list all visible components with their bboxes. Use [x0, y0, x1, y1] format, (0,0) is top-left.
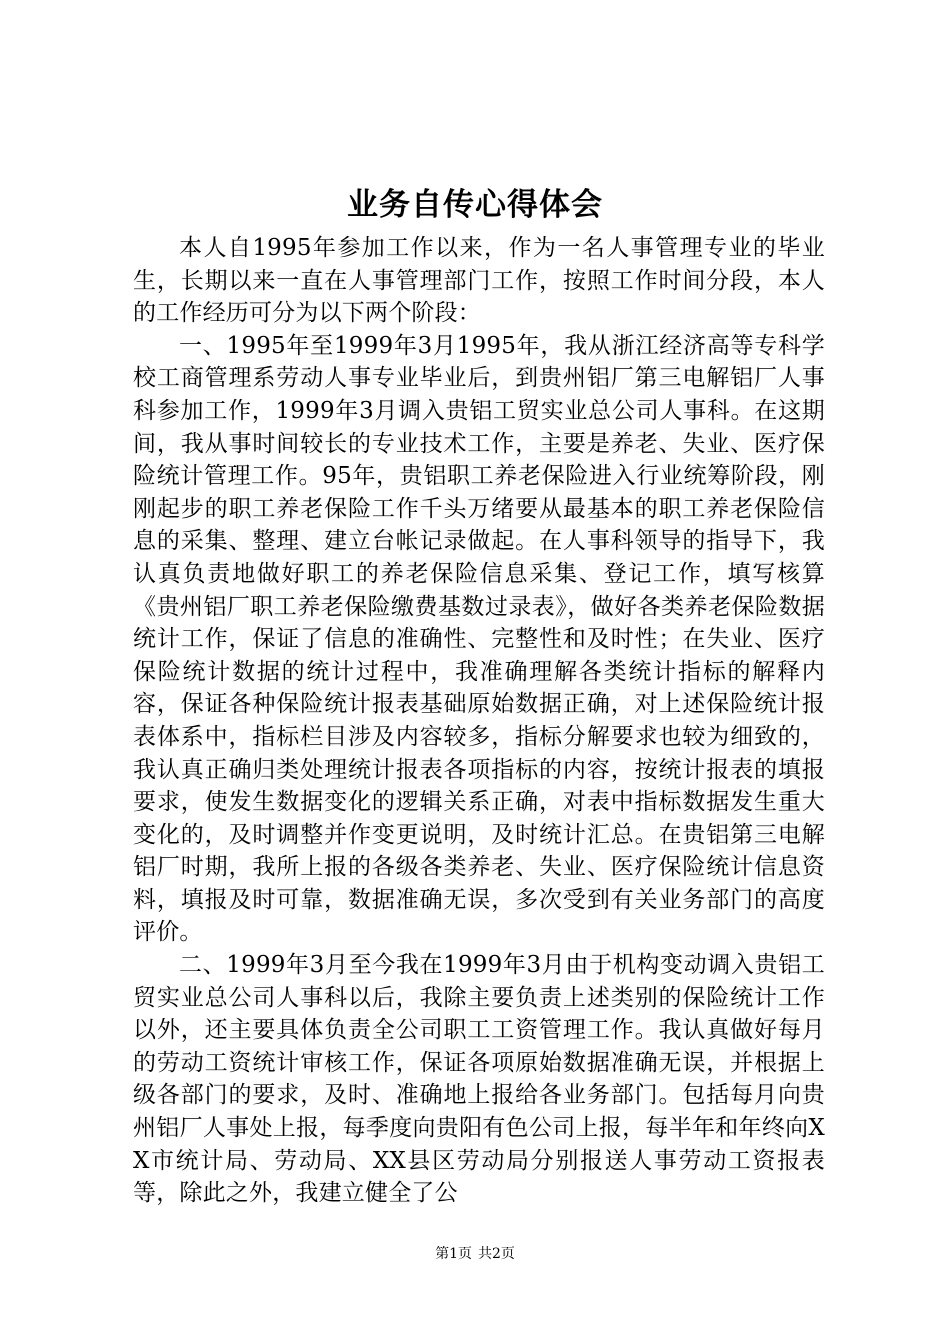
- paragraph-stage-one: 一、1995年至1999年3月1995年，我从浙江经济高等专科学校工商管理系劳动人事专业毕业后，到贵州铝厂第三电解铝厂人事科参加工作，1999年3月调入贵铝工贸实业总公司人事科。在这期间，我从事时间较长的专业技术工作，主要是养老、失业、医疗保险统计管理工作。95年，贵铝职工养老保险进入行业统筹阶段，刚刚起步的职工养老保险工作千头万绪要从最基本的职工养老保险信息的采集、整理、建立台帐记录做起。在人事科领导的指导下，我认真负责地做好职工的养老保险信息采集、登记工作，填写核算《贵州铝厂职工养老保险缴费基数过录表》，做好各类养老保险数据统计工作，保证了信息的准确性、完整性和及时性；在失业、医疗保险统计数据的统计过程中，我准确理解各类统计指标的解释内容，保证各种保险统计报表基础原始数据正确，对上述保险统计报表体系中，指标栏目涉及内容较多，指标分解要求也较为细致的，我认真正确归类处理统计报表各项指标的内容，按统计报表的填报要求，使发生数据变化的逻辑关系正确，对表中指标数据发生重大变化的，及时调整并作变更说明，及时统计汇总。在贵铝第三电解铝厂时期，我所上报的各级各类养老、失业、医疗保险统计信息资料，填报及时可靠，数据准确无误，多次受到有关业务部门的高度评价。: [133, 332, 825, 946]
- page-total: 共2页: [478, 1246, 515, 1262]
- paragraph-stage-two: 二、1999年3月至今我在1999年3月由于机构变动调入贵铝工贸实业总公司人事科以后，我除主要负责上述类别的保险统计工作以外，还主要具体负责全公司职工工资管理工作。我认真做好每月的劳动工资统计审核工作，保证各项原始数据准确无误，并根据上级各部门的要求，及时、准确地上报给各业务部门。包括每月向贵州铝厂人事处上报，每季度向贵阳有色公司上报，每半年和年终向XX市统计局、劳动局、XX县区劳动局分别报送人事劳动工资报表等，除此之外，我建立健全了公: [133, 952, 825, 1207]
- page-footer: [0, 1244, 950, 1264]
- page-title: 业务自传心得体会: [347, 187, 603, 223]
- page-number: 第1页: [435, 1246, 472, 1262]
- document-body: [133, 232, 825, 1210]
- paragraph-intro: 本人自1995年参加工作以来，作为一名人事管理专业的毕业生，长期以来一直在人事管理部门工作，按照工作时间分段，本人的工作经历可分为以下两个阶段：: [133, 235, 825, 327]
